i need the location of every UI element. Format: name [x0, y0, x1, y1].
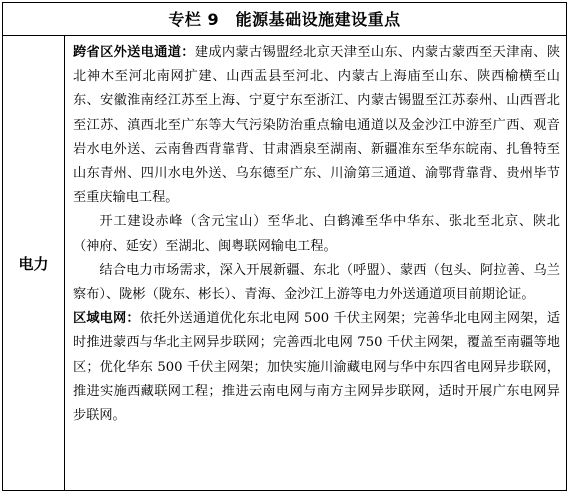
paragraph-preliminary-study [73, 259, 560, 307]
paragraph-regional-grid [73, 307, 560, 428]
paragraph-cross-region [73, 41, 560, 210]
paragraph-heading: 跨省区外送电通道： [73, 45, 195, 60]
infobox-panel [2, 2, 567, 491]
paragraph-text: 开工建设赤峰（含元宝山）至华北、白鹤滩至华中华东、张北至北京、陕北（神府、延安）至湖北、闽粤联网输电工程。 [73, 214, 560, 254]
paragraph-text: 依托外送通道优化东北电网 500 千伏主网架；完善华北电网主网架，适时推进蒙西与华北主网异步联网；完善西北电网 750 千伏主网架，覆盖至南疆等地区；优化华东 500 千伏主网架；加快实施川渝藏电网与华中东四省电网异步联网，推进实施西藏联网工程；推进云南电网与南方主网异步联网，适时开展广东电网异步联网。 [73, 311, 561, 424]
paragraph-text: 结合电力市场需求，深入开展新疆、东北（呼盟）、蒙西（包头、阿拉善、乌兰察布）、陇彬（陇东、彬长）、青海、金沙江上游等电力外送通道项目前期论证。 [73, 262, 560, 303]
paragraph-heading: 区域电网： [73, 311, 140, 327]
box-title: 专栏 9 能源基础设施建设重点 [3, 3, 566, 36]
category-cell [3, 36, 65, 490]
paragraph-text: 建成内蒙古锡盟经北京天津至山东、内蒙古蒙西至天津南、陕北神木至河北南网扩建、山西盂县至河北、内蒙古上海庙至山东、陕西榆横至山东、安徽淮南经江苏至上海、宁夏宁东至浙江、内蒙古锡盟至江苏泰州、山西晋北至江苏、滇西北至广东等大气污染防治重点输电通道以及金沙江中游至广西、观音岩水电外送、云南鲁西背靠背、甘肃酒泉至湖南、新疆准东至华东皖南、扎鲁特至山东青州、四川水电外送、乌东德至广东、川渝第三通道、渝鄂背靠背、贵州毕节至重庆输电工程。 [73, 45, 561, 206]
content-cell [65, 36, 566, 490]
category-label: 电力 [18, 254, 49, 273]
paragraph-start-construction [73, 210, 560, 258]
